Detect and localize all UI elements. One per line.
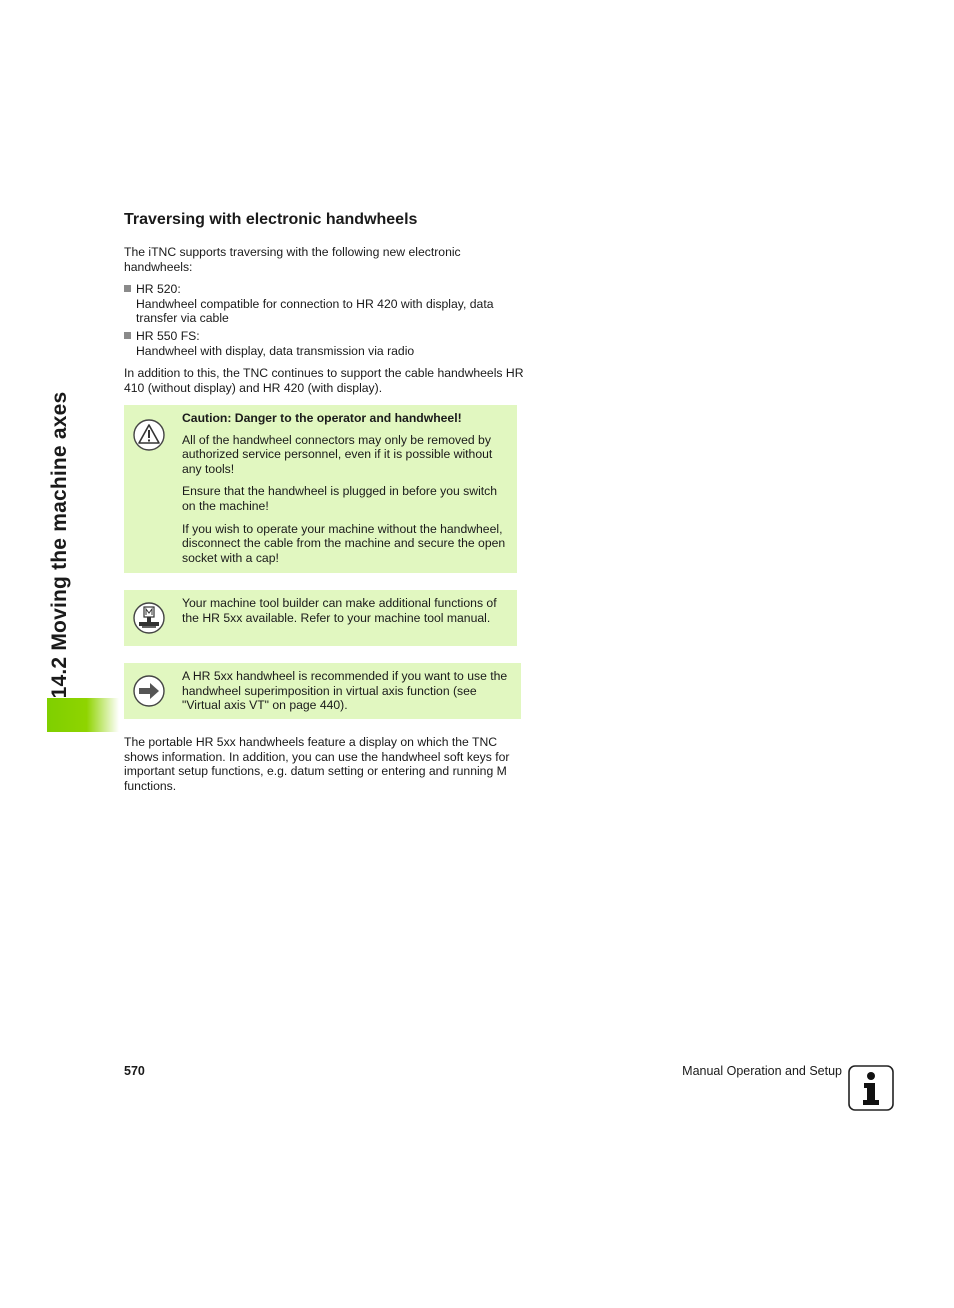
closing-paragraph: The portable HR 5xx handwheels feature a display on which the TNC shows information. In addition, you can use the handwheel soft keys for important setup functions, e.g. datum setting or entering and running M functions. (124, 735, 510, 793)
page-number: 570 (124, 1064, 145, 1078)
intro-paragraph: The iTNC supports traversing with the following new electronic handwheels: (124, 245, 461, 274)
handwheel-list (124, 282, 524, 358)
caution-note (124, 405, 517, 573)
warning-icon (133, 419, 165, 451)
list-item (124, 329, 524, 358)
bullet-icon (124, 332, 131, 339)
reference-note-text: A HR 5xx handwheel is recommended if you want to use the handwheel superimposition in virtual axis function (see "Virtual axis VT" on page 440). (182, 669, 508, 713)
list-item-name: HR 520: (136, 282, 181, 297)
caution-text (182, 411, 509, 573)
machine-note-text: Your machine tool builder can make additional functions of the HR 5xx available. Refer to your machine tool manual. (182, 596, 497, 625)
list-item (124, 282, 524, 326)
arrow-right-icon (133, 675, 165, 707)
closing-block (124, 735, 524, 801)
caution-paragraph-3: If you wish to operate your machine without the handwheel, disconnect the cable from the machine and secure the open socket with a cap! (182, 521, 506, 565)
machine-note (124, 590, 517, 646)
caution-paragraph-1: All of the handwheel connectors may only be removed by authorized service personnel, even if it is possible without any tools! (182, 432, 493, 476)
list-item-name: HR 550 FS: (136, 328, 200, 343)
section-heading: Traversing with electronic handwheels (124, 211, 418, 228)
list-item-desc: Handwheel compatible for connection to HR 420 with display, data transfer via cable (136, 296, 494, 326)
main-content (124, 210, 524, 403)
reference-note (124, 663, 521, 719)
chapter-side-title: 14.2 Moving the machine axes (48, 391, 71, 699)
footer-chapter-title: Manual Operation and Setup (682, 1064, 842, 1078)
info-icon (848, 1065, 894, 1111)
machine-icon (133, 602, 165, 634)
chapter-tab-marker (47, 698, 119, 732)
list-item-desc: Handwheel with display, data transmission via radio (136, 343, 415, 358)
bullet-icon (124, 285, 131, 292)
caution-paragraph-2: Ensure that the handwheel is plugged in before you switch on the machine! (182, 484, 498, 513)
caution-title: Caution: Danger to the operator and handwheel! (182, 411, 462, 425)
cable-support-paragraph: In addition to this, the TNC continues to support the cable handwheels HR 410 (without display) and HR 420 (with display). (124, 366, 524, 395)
